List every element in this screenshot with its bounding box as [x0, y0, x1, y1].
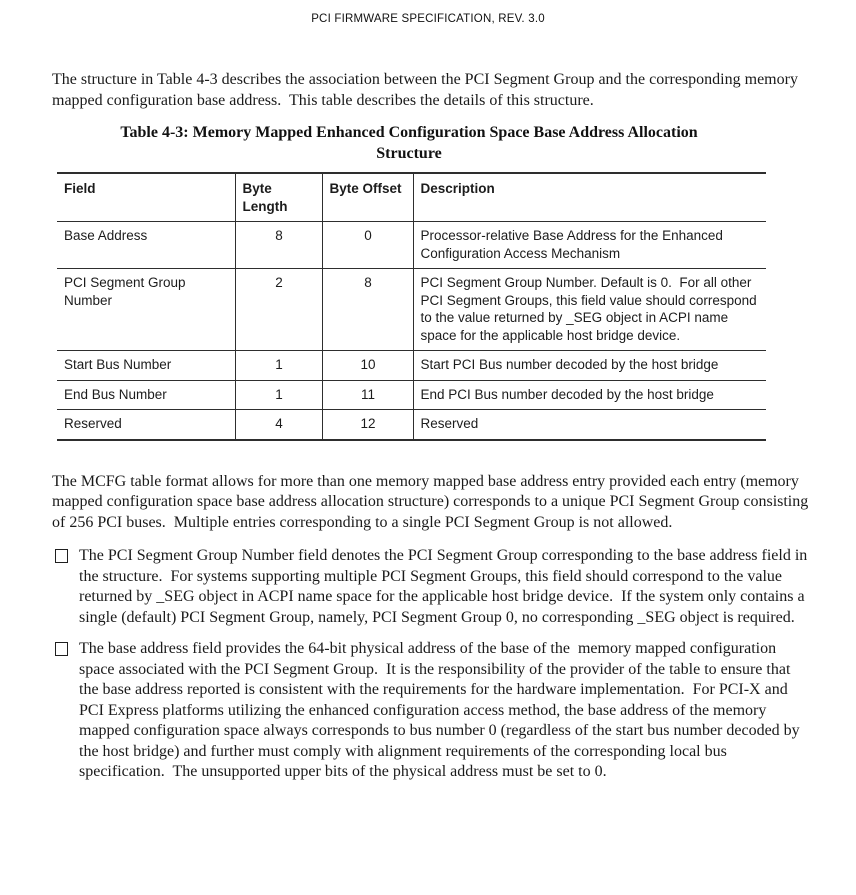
table-row [57, 351, 766, 381]
square-bullet-icon [55, 549, 68, 563]
table-row [57, 269, 766, 351]
table-row [57, 410, 766, 440]
bullet-item [53, 546, 812, 628]
page-header: PCI FIRMWARE SPECIFICATION, REV. 3.0 [311, 13, 545, 25]
table-cell: Start PCI Bus number decoded by the host bridge [413, 351, 766, 381]
bullet-item [53, 639, 808, 783]
table-caption-line2: Structure [376, 145, 442, 162]
table-row [57, 222, 766, 269]
table-header-byte-offset: Byte Offset [322, 173, 413, 222]
bullet-text: The PCI Segment Group Number field denotes the PCI Segment Group corresponding to the base address field in the structure. For systems supporting multiple PCI Segment Groups, this field should correspond to the value returned by _SEG object in ACPI name space for the applicable host bridge device. If the system only contains a single (default) PCI Segment Group, namely, PCI Segment Group 0, no corresponding _SEG object is required. [79, 547, 812, 626]
table-cell: 12 [322, 410, 413, 440]
mcfg-paragraph: The MCFG table format allows for more than one memory mapped base address entry provided each entry (memory mapped configuration space base address allocation structure) corresponds to a unique PCI Segment Group consisting of 256 PCI buses. Multiple entries corresponding to a single PCI Segment Group is not allowed. [52, 472, 813, 531]
table-cell: End PCI Bus number decoded by the host bridge [413, 380, 766, 410]
table-cell: 8 [322, 269, 413, 351]
table-cell: End Bus Number [57, 380, 235, 410]
table-caption-line1: Table 4-3: Memory Mapped Enhanced Configuration Space Base Address Allocation [120, 124, 698, 141]
intro-paragraph: The structure in Table 4-3 describes the association between the PCI Segment Group and the corresponding memory mapped configuration base address. This table describes the details of this structure. [52, 71, 802, 109]
table-cell: 0 [322, 222, 413, 269]
table-4-3 [57, 172, 766, 441]
table-cell: Processor-relative Base Address for the Enhanced Configuration Access Mechanism [413, 222, 766, 269]
table-cell: Reserved [57, 410, 235, 440]
bullet-text: The base address field provides the 64-bit physical address of the base of the memory mapped configuration space associated with the PCI Segment Group. It is the responsibility of the provider of the table to ensure that the base address reported is consistent with the requirements for the hardware implementation. For PCI-X and PCI Express platforms utilizing the enhanced configuration access method, the base address of the memory mapped configuration space always corresponds to bus number 0 (regardless of the start bus number decoded by the host bridge) and further must comply with alignment requirements of the corresponding local bus specification. The unsupported upper bits of the physical address must be set to 0. [79, 640, 804, 780]
table-header-field: Field [57, 173, 235, 222]
table-cell: 4 [235, 410, 322, 440]
table-cell: 1 [235, 351, 322, 381]
table-cell: PCI Segment Group Number [57, 269, 235, 351]
table-cell: 11 [322, 380, 413, 410]
table-row [57, 380, 766, 410]
table-cell: 2 [235, 269, 322, 351]
table-header-description: Description [413, 173, 766, 222]
table-cell: PCI Segment Group Number. Default is 0. For all other PCI Segment Groups, this field value should correspond to the value returned by _SEG object in ACPI name space for the applicable host bridge device. [413, 269, 766, 351]
table-cell: Reserved [413, 410, 766, 440]
square-bullet-icon [55, 642, 68, 656]
table-header-row [57, 173, 766, 222]
table-cell: 1 [235, 380, 322, 410]
table-cell: Start Bus Number [57, 351, 235, 381]
table-header-byte-length: Byte Length [235, 173, 322, 222]
table-cell: 10 [322, 351, 413, 381]
table-caption [52, 122, 766, 164]
table-cell: Base Address [57, 222, 235, 269]
table-cell: 8 [235, 222, 322, 269]
